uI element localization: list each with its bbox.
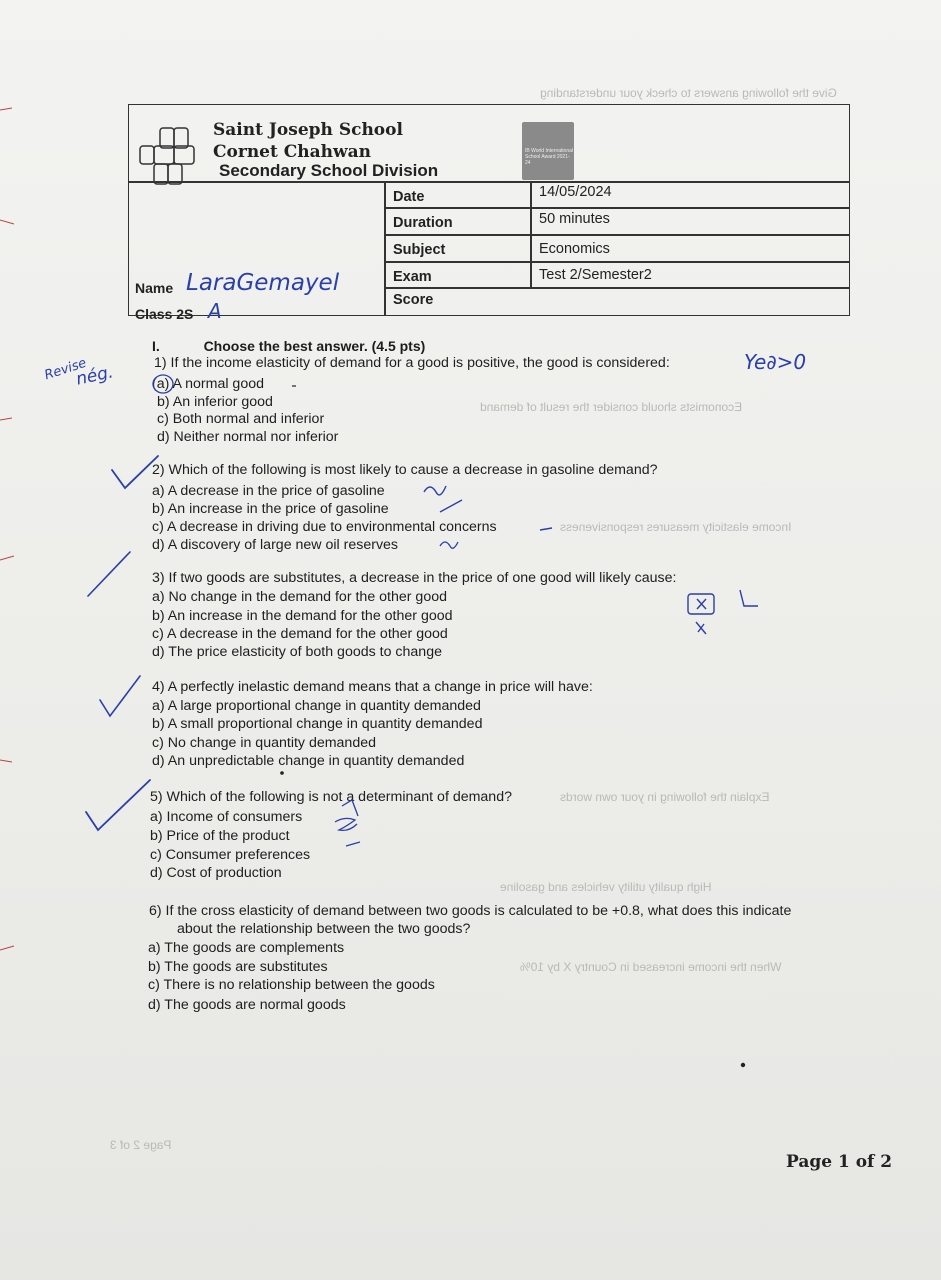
option-a: a) No change in the demand for the other good	[152, 589, 447, 605]
option-a: a) Income of consumers	[150, 809, 303, 825]
question-stem: 4) A perfectly inelastic demand means that a change in price will have:	[152, 679, 593, 695]
table-divider	[384, 261, 850, 263]
school-name: Saint Joseph School	[213, 120, 403, 140]
bleed-through-text: Economists should consider the result of demand	[480, 400, 743, 414]
question-stem: 2) Which of the following is most likely to cause a decrease in gasoline demand?	[152, 462, 658, 478]
class-section: A	[208, 299, 222, 323]
question-stem: 5) Which of the following is not a determinant of demand?	[150, 789, 512, 805]
option-c: c) Consumer preferences	[150, 847, 311, 863]
school-location: Cornet Chahwan	[213, 142, 372, 162]
class-label: Class 2S	[135, 306, 194, 322]
option-c: c) A decrease in the demand for the other good	[152, 626, 448, 642]
date-label: Date	[393, 189, 425, 205]
student-name: LaraGemayel	[186, 270, 340, 296]
school-division: Secondary School Division	[219, 161, 439, 180]
option-b: b) An increase in the price of gasoline	[152, 501, 389, 517]
exam-label: Exam	[393, 269, 432, 285]
table-divider	[530, 181, 532, 287]
bleed-through-text: Explain the following in your own words	[560, 790, 770, 804]
option-a: (a) A normal good	[152, 376, 264, 392]
option-d: d) A discovery of large new oil reserves	[152, 537, 399, 553]
option-c: c) There is no relationship between the goods	[148, 977, 435, 993]
section-number: I.	[152, 338, 160, 354]
option-b: b) An inferior good	[157, 394, 273, 410]
page-number: Page 1 of 2	[786, 1152, 893, 1172]
exam-value: Test 2/Semester2	[539, 267, 652, 283]
duration-value: 50 minutes	[539, 211, 610, 227]
subject-value: Economics	[539, 241, 610, 257]
question-stem-continued: about the relationship between the two goods?	[177, 921, 471, 937]
binding-marks	[0, 0, 20, 1280]
bleed-through-text: Page 2 of 3	[110, 1138, 172, 1152]
option-c: c) Both normal and inferior	[157, 411, 325, 427]
table-divider	[384, 181, 386, 316]
table-divider	[384, 234, 850, 236]
table-divider	[384, 287, 850, 289]
bleed-through-text: Give the following answers to check your understanding	[540, 86, 837, 100]
duration-label: Duration	[393, 215, 453, 231]
bleed-through-text: When the income increased in Country X by 10%	[520, 960, 782, 974]
section-instructions: Choose the best answer. (4.5 pts)	[203, 338, 426, 354]
option-d: d) An unpredictable change in quantity demanded	[152, 753, 465, 769]
handwritten-margin-note: Revise	[42, 355, 89, 384]
option-b: b) The goods are substitutes	[148, 959, 328, 975]
score-label: Score	[393, 292, 434, 308]
name-label: Name	[135, 280, 174, 296]
option-a: a) A decrease in the price of gasoline	[152, 483, 385, 499]
award-badge-text: IB World International School Award 2021-24	[525, 148, 573, 166]
option-c: c) No change in quantity demanded	[152, 735, 376, 751]
table-divider	[128, 181, 850, 183]
option-a: a) The goods are complements	[148, 940, 345, 956]
question-stem: 3) If two goods are substitutes, a decrease in the price of one good will likely cause:	[152, 570, 677, 586]
bleed-through-text: Income elasticity measures responsiveness	[560, 520, 792, 534]
handwritten-q1-note: Ye∂>0	[744, 350, 807, 374]
option-b: b) Price of the product	[150, 828, 290, 844]
date-value: 14/05/2024	[539, 184, 612, 200]
subject-label: Subject	[393, 242, 446, 258]
section-title	[152, 338, 425, 354]
bleed-through-text: High quality utility vehicles and gasoline	[500, 880, 712, 894]
table-divider	[384, 207, 850, 209]
question-stem: 1) If the income elasticity of demand for a good is positive, the good is considered:	[154, 355, 670, 371]
option-a: a) A large proportional change in quantity demanded	[152, 698, 481, 714]
option-b: b) An increase in the demand for the other good	[152, 608, 453, 624]
school-logo-icon	[138, 126, 208, 186]
option-d: d) The goods are normal goods	[148, 997, 346, 1013]
option-d: d) Neither normal nor inferior	[157, 429, 339, 445]
option-c: c) A decrease in driving due to environmental concerns	[152, 519, 497, 535]
handwritten-margin-note: nég.	[74, 362, 116, 390]
option-b: b) A small proportional change in quantity demanded	[152, 716, 483, 732]
option-d: d) The price elasticity of both goods to change	[152, 644, 442, 660]
option-d: d) Cost of production	[150, 865, 282, 881]
question-stem: 6) If the cross elasticity of demand between two goods is calculated to be +0.8, what does this indicate	[149, 903, 792, 919]
